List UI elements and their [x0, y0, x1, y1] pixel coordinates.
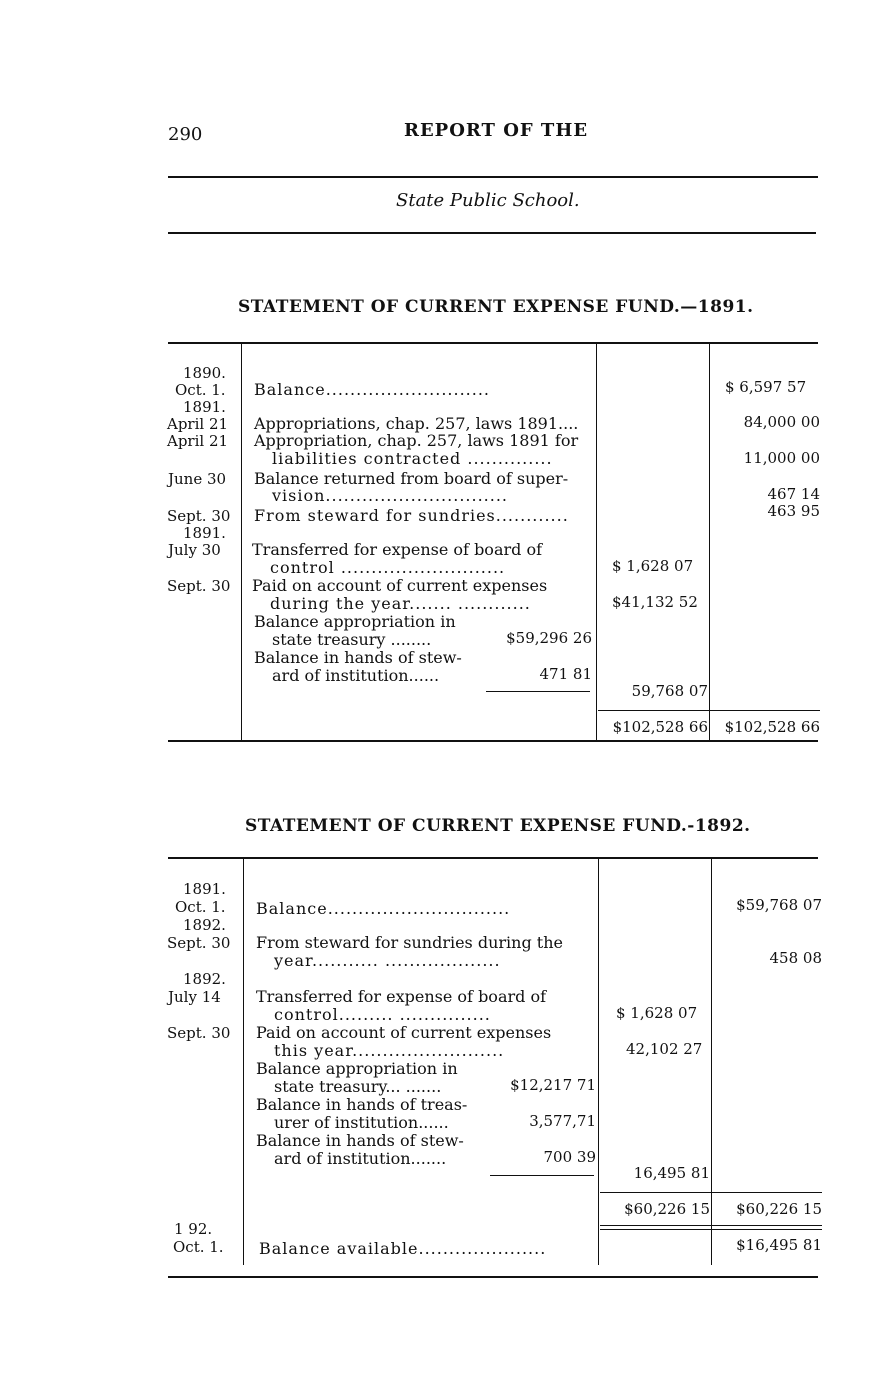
table1-row-label: Paid on account of current expenses	[252, 576, 548, 595]
table1-top-rule	[168, 342, 818, 344]
table2-subitem-label-cont: state treasury... .......	[274, 1077, 442, 1096]
table2-subitem-amount: 700 39	[543, 1148, 596, 1166]
table2-total-rule	[600, 1192, 822, 1193]
table1-row-label-cont: vision..............................	[272, 486, 508, 505]
table2-top-rule	[168, 857, 818, 859]
table2-row-label: Transferred for expense of board of	[256, 987, 547, 1006]
table2-subitem-label: Balance in hands of treas-	[256, 1095, 468, 1114]
table2-subtotal-rule	[490, 1175, 594, 1176]
table2-date: Sept. 30	[167, 934, 231, 952]
table1-subitem-label: Balance appropriation in	[254, 612, 456, 631]
table1-total-debit: $102,528 66	[612, 718, 708, 736]
table2-final-amount: $16,495 81	[736, 1236, 822, 1254]
table2-date: 1892.	[183, 970, 226, 988]
table1-debit: $ 1,628 07	[612, 557, 694, 575]
table2-final-label: Balance available.....................	[259, 1239, 547, 1258]
table2-date: Oct. 1.	[175, 898, 226, 916]
table2-subitem-amount: 3,577,71	[529, 1112, 596, 1130]
table2-total-credit: $60,226 15	[736, 1200, 822, 1218]
table2-debit: $ 1,628 07	[616, 1004, 698, 1022]
table1-date: Sept. 30	[167, 577, 231, 595]
table2-double-rule-top	[600, 1225, 822, 1226]
table1-row-label-cont: during the year....... ............	[270, 594, 531, 613]
table1-credit: 11,000 00	[743, 449, 820, 467]
table1-date: Oct. 1.	[175, 381, 226, 399]
table2-date: 1892.	[183, 916, 226, 934]
table1-credit: 84,000 00	[743, 413, 820, 431]
table1-credit: 463 95	[767, 502, 820, 520]
table1-title: STATEMENT OF CURRENT EXPENSE FUND.—1891.	[238, 297, 754, 317]
table1-bottom-rule	[168, 740, 818, 742]
table1-row-label: Balance...........................	[254, 380, 491, 399]
table2-subitem-label-cont: ard of institution.......	[274, 1149, 447, 1168]
header-rule-top	[168, 176, 818, 178]
table2-row-label: Paid on account of current expenses	[256, 1023, 552, 1042]
table1-row-label: Balance returned from board of super-	[254, 469, 569, 488]
table1-subtotal: 59,768 07	[631, 682, 708, 700]
table1-date: 1891.	[183, 398, 226, 416]
table2-row-label-cont: control......... ...............	[274, 1005, 491, 1024]
table1-total-credit: $102,528 66	[724, 718, 820, 736]
table1-date: June 30	[168, 470, 227, 488]
table1-date: 1890.	[183, 364, 226, 382]
table2-date: July 14	[168, 988, 221, 1006]
table1-debit: $41,132 52	[612, 593, 698, 611]
table1-subitem-label-cont: ard of institution......	[272, 666, 440, 685]
table1-date-column-rule	[241, 344, 242, 740]
table2-subitem-label: Balance appropriation in	[256, 1059, 458, 1078]
table1-date: April 21	[167, 415, 229, 433]
table2-subitem-amount: $12,217 71	[510, 1076, 596, 1094]
table1-date: 1891.	[183, 524, 226, 542]
page-number: 290	[168, 124, 203, 145]
table1-row-label: Transferred for expense of board of	[252, 540, 543, 559]
table1-row-label-cont: liabilities contracted ..............	[272, 449, 553, 468]
table1-subtotal-rule	[486, 691, 590, 692]
table2-total-debit: $60,226 15	[624, 1200, 710, 1218]
running-title: REPORT OF THE	[404, 120, 589, 141]
table1-subitem-label-cont: state treasury ........	[272, 630, 432, 649]
table1-credit: $ 6,597 57	[725, 378, 807, 396]
table2-date: Sept. 30	[167, 1024, 231, 1042]
table2-date-column-rule	[243, 859, 244, 1265]
table2-row-label-cont: year........... ...................	[274, 951, 501, 970]
table2-date: 1891.	[183, 880, 226, 898]
table2-credit: $59,768 07	[736, 896, 822, 914]
table1-date: April 21	[167, 432, 229, 450]
table1-date: Sept. 30	[167, 507, 231, 525]
section-subtitle: State Public School.	[396, 190, 580, 211]
header-rule-bottom	[168, 232, 816, 234]
table1-date: July 30	[168, 541, 221, 559]
table2-text-column-rule	[598, 859, 599, 1265]
table2-row-label: Balance..............................	[256, 899, 511, 918]
table1-total-rule	[598, 710, 820, 711]
table2-credit: 458 08	[769, 949, 822, 967]
table2-subitem-label: Balance in hands of stew-	[256, 1131, 464, 1150]
table2-double-rule-bottom	[600, 1229, 822, 1230]
table1-credit: 467 14	[767, 485, 820, 503]
table1-subitem-amount: $59,296 26	[506, 629, 592, 647]
table1-text-column-rule	[596, 344, 597, 740]
table2-row-label: From steward for sundries during the	[256, 933, 563, 952]
table1-debit-column-rule	[709, 344, 710, 740]
table2-date: 1 92.	[174, 1220, 213, 1238]
table1-subitem-amount: 471 81	[539, 665, 592, 683]
table1-row-label: Appropriations, chap. 257, laws 1891....	[254, 414, 579, 433]
table2-subtotal: 16,495 81	[633, 1164, 710, 1182]
table2-title: STATEMENT OF CURRENT EXPENSE FUND.-1892.	[245, 816, 751, 836]
table1-row-label-cont: control ...........................	[270, 558, 506, 577]
table2-debit: 42,102 27	[626, 1040, 703, 1058]
table1-row-label: From steward for sundries............	[254, 506, 569, 525]
table2-date: Oct. 1.	[173, 1238, 224, 1256]
table2-row-label-cont: this year.........................	[274, 1041, 505, 1060]
table2-subitem-label-cont: urer of institution......	[274, 1113, 449, 1132]
table1-row-label: Appropriation, chap. 257, laws 1891 for	[254, 431, 579, 450]
table2-bottom-rule	[168, 1276, 818, 1278]
table1-subitem-label: Balance in hands of stew-	[254, 648, 462, 667]
